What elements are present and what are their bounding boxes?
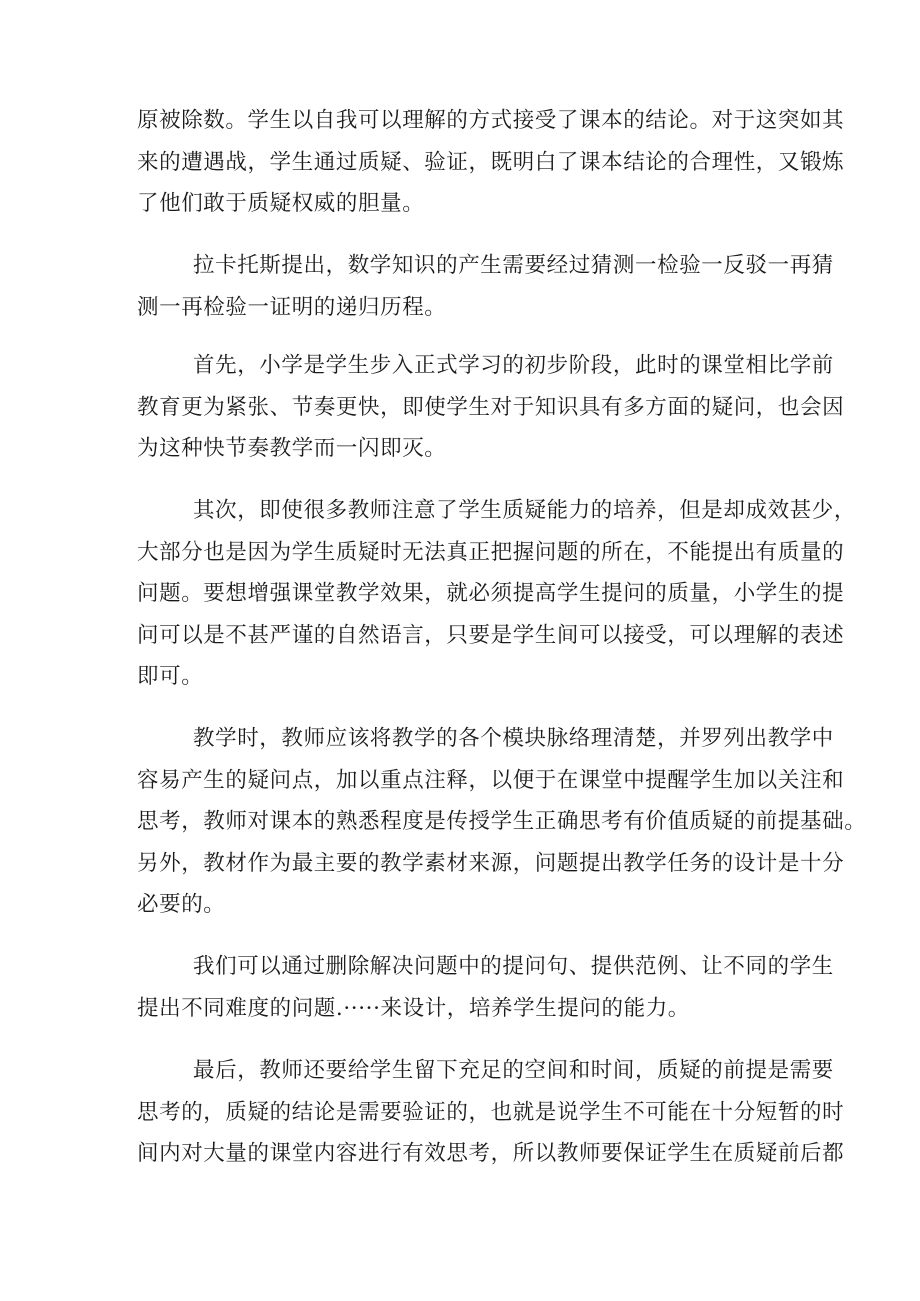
- text-line: 了他们敢于质疑权威的胆量。: [137, 191, 425, 216]
- text-line: 间内对大量的课堂内容进行有效思考，所以教师要保证学生在质疑前后都: [137, 1141, 845, 1166]
- text-line: 教育更为紧张、节奏更快，即使学生对于知识具有多方面的疑问，也会因: [137, 394, 845, 420]
- text-line: 容易产生的疑问点，加以重点注释，以便于在课堂中提醒学生加以关注和: [137, 767, 845, 793]
- text-line: 首先，小学是学生步入正式学习的初步阶段，此时的课堂相比学前: [193, 353, 834, 378]
- text-line: 原被除数。学生以自我可以理解的方式接受了课本的结论。对于这突如其: [137, 108, 845, 133]
- paragraph-design: [137, 946, 834, 1029]
- text-line: 思考的，质疑的结论是需要验证的，也就是说学生不可能在十分短暂的时: [137, 1099, 845, 1125]
- text-line: 思考，教师对课本的熟悉程度是传授学生正确思考有价值质疑的前提基础。: [137, 809, 867, 834]
- paragraph-first: [137, 345, 845, 470]
- text-line: 测一再检验一证明的递归历程。: [137, 294, 447, 320]
- text-line: 即可。: [137, 664, 204, 689]
- text-line: 拉卡托斯提出，数学知识的产生需要经过猜测一检验一反驳一再猜: [193, 253, 834, 278]
- paragraph-second: [137, 490, 857, 698]
- text-line: 问可以是不甚严谨的自然语言，只要是学生间可以接受，可以理解的表述: [137, 622, 845, 648]
- text-line: 我们可以通过删除解决问题中的提问句、提供范例、让不同的学生: [193, 954, 834, 979]
- text-line: 为这种快节奏教学而一闪即灭。: [137, 436, 447, 461]
- text-line: 必要的。: [137, 892, 226, 917]
- text-line: 另外，教材作为最主要的教学素材来源，问题提出教学任务的设计是十分: [137, 850, 845, 876]
- paragraph-conclusion-acceptance: [137, 100, 845, 225]
- text-line: 大部分也是因为学生质疑时无法真正把握问题的所在，不能提出有质量的: [137, 539, 845, 565]
- paragraph-lakatos: [137, 245, 834, 328]
- paragraph-finally: [137, 1050, 845, 1175]
- text-line: 来的遭遇战，学生通过质疑、验证，既明白了课本结论的合理性，又锻炼: [137, 149, 845, 175]
- text-line: 其次，即使很多教师注意了学生质疑能力的培养，但是却成效甚少，: [193, 498, 857, 523]
- paragraph-teaching: [137, 718, 867, 926]
- text-line: 问题。要想增强课堂教学效果，就必须提高学生提问的质量，小学生的提: [137, 581, 845, 606]
- text-line: 教学时，教师应该将教学的各个模块脉络理清楚，并罗列出教学中: [193, 726, 834, 751]
- text-line: 提出不同难度的问题.·····来设计，培养学生提问的能力。: [137, 995, 690, 1021]
- text-line: 最后，教师还要给学生留下充足的空间和时间，质疑的前提是需要: [193, 1058, 834, 1083]
